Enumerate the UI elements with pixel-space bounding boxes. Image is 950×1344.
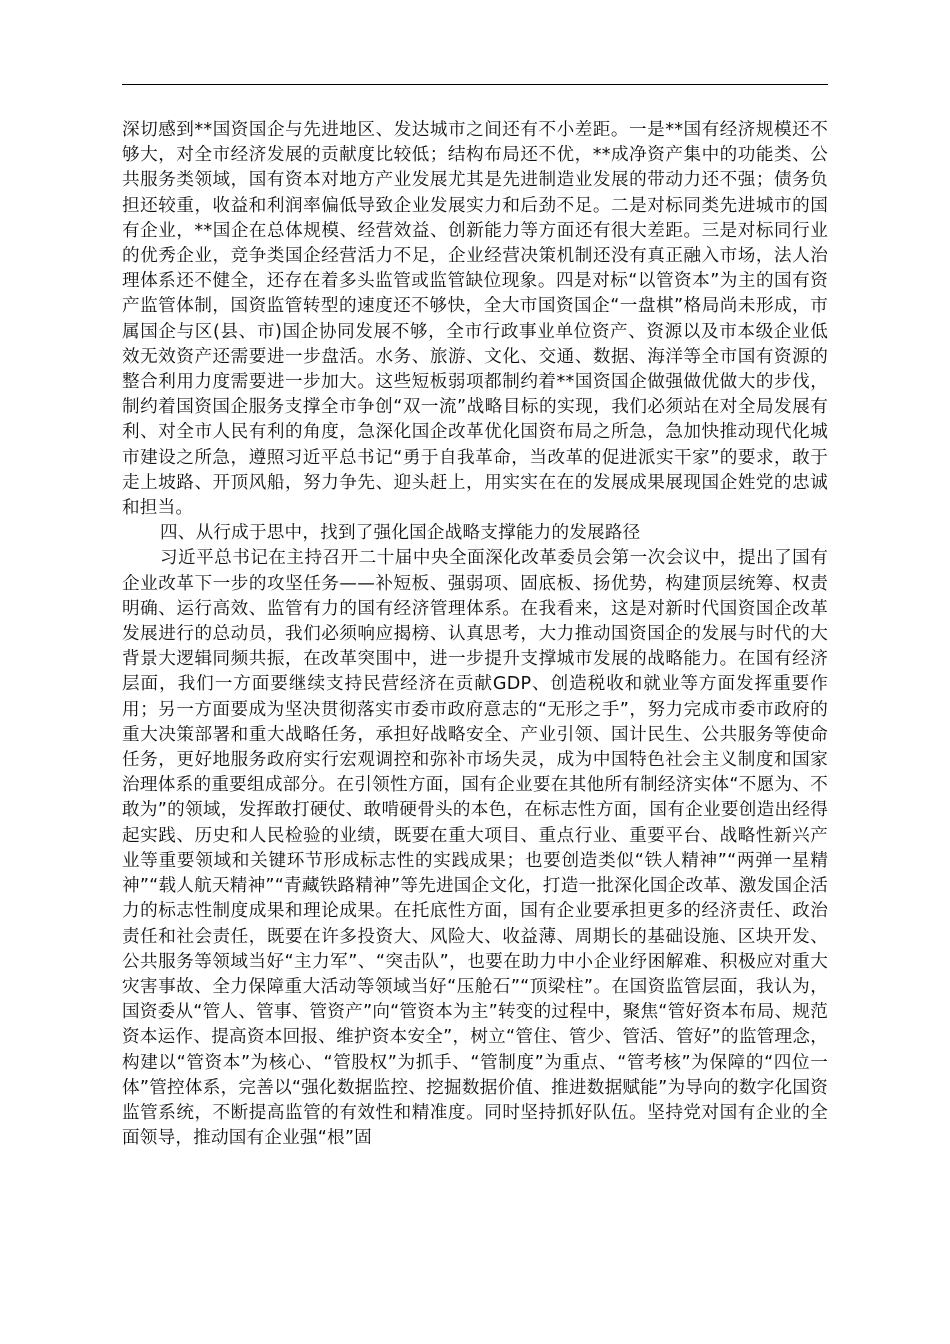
document-body: [122, 118, 828, 1151]
paragraph-body: 习近平总书记在主持召开二十届中央全面深化改革委员会第一次会议中，提出了国有企业改革下一步的攻坚任务——补短板、强弱项、固底板、扬优势，构建顶层统筹、权责明确、运行高效、监管有力的国有经济管理体系。在我看来，这是对新时代国资国企改革发展进行的总动员，我们必须响应揭榜、认真思考，大力推动国资国企的发展与时代的大背景大逻辑同频共振，在改革突围中，进一步提升支撑城市发展的战略能力。在国有经济层面，我们一方面要继续支持民营经济在贡献GDP、创造税收和就业等方面发挥重要作用；另一方面要成为坚决贯彻落实市委市政府意志的“无形之手”，努力完成市委市政府的重大决策部署和重大战略任务，承担好战略安全、产业引领、国计民生、公共服务等使命任务，更好地服务政府实行宏观调控和弥补市场失灵，成为中国特色社会主义制度和国家治理体系的重要组成部分。在引领性方面，国有企业要在其他所有制经济实体“不愿为、不敢为”的领域，发挥敢打硬仗、敢啃硬骨头的本色，在标志性方面，国有企业要创造出经得起实践、历史和人民检验的业绩，既要在重大项目、重点行业、重要平台、战略性新兴产业等重要领域和关键环节形成标志性的实践成果；也要创造类似“铁人精神”“两弹一星精神”“载人航天精神”“青藏铁路精神”等先进国企文化，打造一批深化国企改革、激发国企活力的标志性制度成果和理论成果。在托底性方面，国有企业要承担更多的经济责任、政治责任和社会责任，既要在许多投资大、风险大、收益薄、周期长的基础设施、区块开发、公共服务等领域当好“主力军”、“突击队”，也要在助力中小企业纾困解难、积极应对重大灾害事故、全力保障重大活动等领域当好“压舱石”“顶梁柱”。在国资监管层面，我认为，国资委从“管人、管事、管资产”向“管资本为主”转变的过程中，聚焦“管好资本布局、规范资本运作、提高资本回报、维护资本安全”，树立“管住、管少、管活、管好”的监管理念，构建以“管资本”为核心、“管股权”为抓手、“管制度”为重点、“管考核”为保障的“四位一体”管控体系，完善以“强化数据监控、挖掘数据价值、推进数据赋能”为导向的数字化国资监管系统，不断提高监管的有效性和精准度。同时坚持抓好队伍。坚持党对国有企业的全面领导，推动国有企业强“根”固: [122, 548, 828, 1149]
paragraph-continuation: 深切感到**国资国企与先进地区、发达城市之间还有不小差距。一是**国有经济规模还不够大，对全市经济发展的贡献度比较低；结构布局还不优，**成净资产集中的功能类、公共服务类领域，国有资本对地方产业发展尤其是先进制造业发展的带动力还不强；债务负担还较重，收益和利润率偏低导致企业发展实力和后劲不足。二是对标同类先进城市的国有企业，**国企在总体规模、经营效益、创新能力等方面还有很大差距。三是对标同行业的优秀企业，竞争类国企经营活力不足，企业经营决策机制还没有真正融入市场，法人治理体系还不健全，还存在着多头监管或监管缺位现象。四是对标“以管资本”为主的国有资产监管体制，国资监管转型的速度还不够快，全大市国资国企“一盘棋”格局尚未形成，市属国企与区(县、市)国企协同发展不够，全市行政事业单位资产、资源以及市本级企业低效无效资产还需要进一步盘活。水务、旅游、文化、交通、数据、海洋等全市国有资源的整合利用力度需要进一步加大。这些短板弱项都制约着**国资国企做强做优做大的步伐，制约着国资国企服务支撑全市争创“双一流”战略目标的实现，我们必须站在对全局发展有利、对全市人民有利的角度，急深化国企改革优化国资布局之所急，急加快推动现代化城市建设之所急，遵照习近平总书记“勇于自我革命，当改革的促进派实干家”的要求，敢于走上坡路、开顶风船，努力争先、迎头赶上，用实实在在的发展成果展现国企姓党的忠诚和担当。: [122, 120, 828, 519]
header-rule: [122, 84, 828, 85]
section-heading: 四、从行成于思中，找到了强化国企战略支撑能力的发展路径: [160, 523, 641, 544]
